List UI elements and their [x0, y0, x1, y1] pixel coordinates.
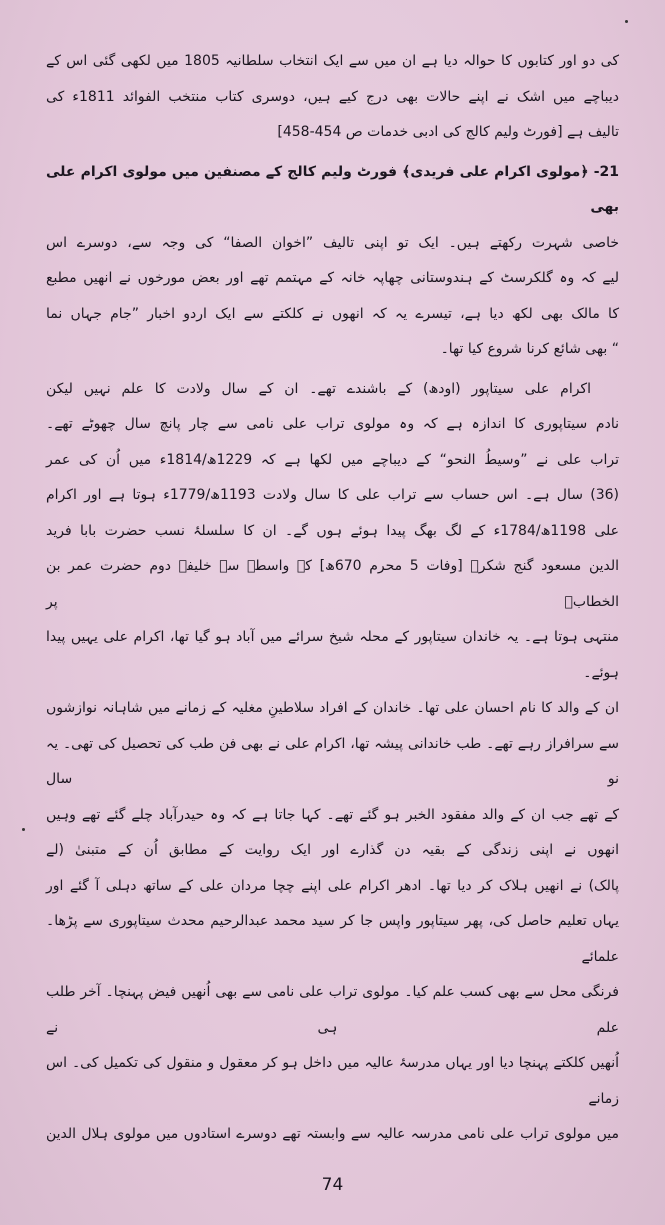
- text-line: لیے کہ وہ گلکرسٹ کے ہندوستانی چھاپہ خانہ کے مہتمم تھے اور بعض مورخوں نے انھیں مطبع: [46, 270, 619, 286]
- paragraph-start: اکرام علی سیتاپور (اودھ) کے باشندے تھے۔ ان کے سال ولادت کا علم نہیں لیکن: [46, 380, 591, 397]
- section-heading: 21- ﴿مولوی اکرام علی فریدی﴾ فورٹ ولیم کالج کے مصنفین میں مولوی اکرام علی بھی: [46, 163, 619, 215]
- text-line: کے تھے جب ان کے والد مفقود الخبر ہو گئے تھے۔ کہا جاتا ہے کہ وہ حیدرآباد چلے گئے تھے وہیں: [46, 806, 619, 823]
- text-line: یہاں تعلیم حاصل کی، پھر سیتاپور واپس جا کر سید محمد عبدالرحیم محدث سیتاپوری سے پڑھا۔ علمائے: [46, 913, 619, 965]
- speck: [22, 828, 25, 831]
- text-line: خاصی شہرت رکھتے ہیں۔ ایک تو اپنی تالیف ”اخوان الصفا“ کی وجہ سے، دوسرے اس: [46, 234, 619, 251]
- text-line: علی 1198ھ/1784ء کے لگ بھگ پیدا ہوئے ہوں گے۔ ان کا سلسلۂ نسب حضرت بابا فرید: [46, 522, 619, 539]
- text-line: پالک) نے انھیں ہلاک کر دیا تھا۔ ادھر اکرام علی اپنے چچا مردان علی کے ساتھ دہلی آ گئے اور: [46, 877, 619, 894]
- text-line: سے سرافراز رہے تھے۔ طب خاندانی پیشہ تھا، اکرام علی نے بھی فن طب کی تحصیل کی تھی۔ یہ نو سال: [46, 735, 619, 787]
- text-line: منتہی ہوتا ہے۔ یہ خاندان سیتاپور کے محلہ شیخ سرائے میں آباد ہو گیا تھا، اکرام علی یہیں پیدا ہوئے۔: [46, 629, 619, 681]
- text-line: (36) سال ہے۔ اس حساب سے تراب علی کا سال ولادت 1193ھ/1779ء ہوتا ہے اور اکرام: [46, 487, 619, 503]
- text-line: “ بھی شائع کرنا شروع کیا تھا۔: [440, 341, 619, 357]
- page-number: 74: [321, 1174, 344, 1195]
- text-line: کی دو اور کتابوں کا حوالہ دیا ہے ان میں سے ایک انتخاب سلطانیہ 1805 میں لکھی گئی اس کے: [46, 53, 619, 69]
- text-line: ان کے والد کا نام احسان علی تھا۔ خاندان کے افراد سلاطینِ مغلیہ کے زمانے میں شاہانہ نوازشوں: [46, 700, 619, 716]
- text-line: انھوں نے اپنی زندگی کے بقیہ دن گذارے اور ایک روایت کے مطابق اُن کے متبنیٰ (لے: [46, 842, 619, 858]
- text-line: الدین مسعود گنج شکرؒ [وفات 5 محرم 670ھ] کے واسطے سے خلیفۂ دوم حضرت عمر بن الخطابؓ پر: [46, 558, 619, 610]
- text-line: دیباچے میں اشک نے اپنے حالات بھی درج کیے ہیں، دوسری کتاب منتخب الفوائد 1811ء کی: [46, 88, 619, 105]
- text-line: نادم سیتاپوری کا اندازہ ہے کہ وہ مولوی تراب علی نامی سے چار پانچ سال چھوٹے تھے۔: [46, 416, 619, 432]
- text-line: تالیف ہے [فورٹ ولیم کالج کی ادبی خدمات ص 454-458]: [277, 124, 619, 140]
- text-line: فرنگی محل سے بھی کسب علم کیا۔ مولوی تراب علی نامی سے بھی اُنھیں فیض پہنچا۔ آخر طلب علم ہی نے: [46, 984, 619, 1036]
- speck: [625, 20, 628, 23]
- text-line: میں مولوی تراب علی نامی مدرسہ عالیہ سے وابستہ تھے دوسرے استادوں میں مولوی ہلال الدین: [46, 1126, 619, 1142]
- text-line: کا مالک بھی لکھ دیا ہے، تیسرے یہ کہ انھوں نے کلکتے سے ایک اردو اخبار ”جام جہاں نما: [46, 305, 619, 322]
- text-line: اُنھیں کلکتے پہنچا دیا اور یہاں مدرسۂ عالیہ میں داخل ہو کر معقول و منقول کی تکمیل کی۔ اس زمانے: [46, 1055, 619, 1107]
- text-line: تراب علی نے ”وسیطُ النحو“ کے دیباچے میں لکھا ہے کہ 1229ھ/1814ء میں اُن کی عمر: [46, 451, 619, 468]
